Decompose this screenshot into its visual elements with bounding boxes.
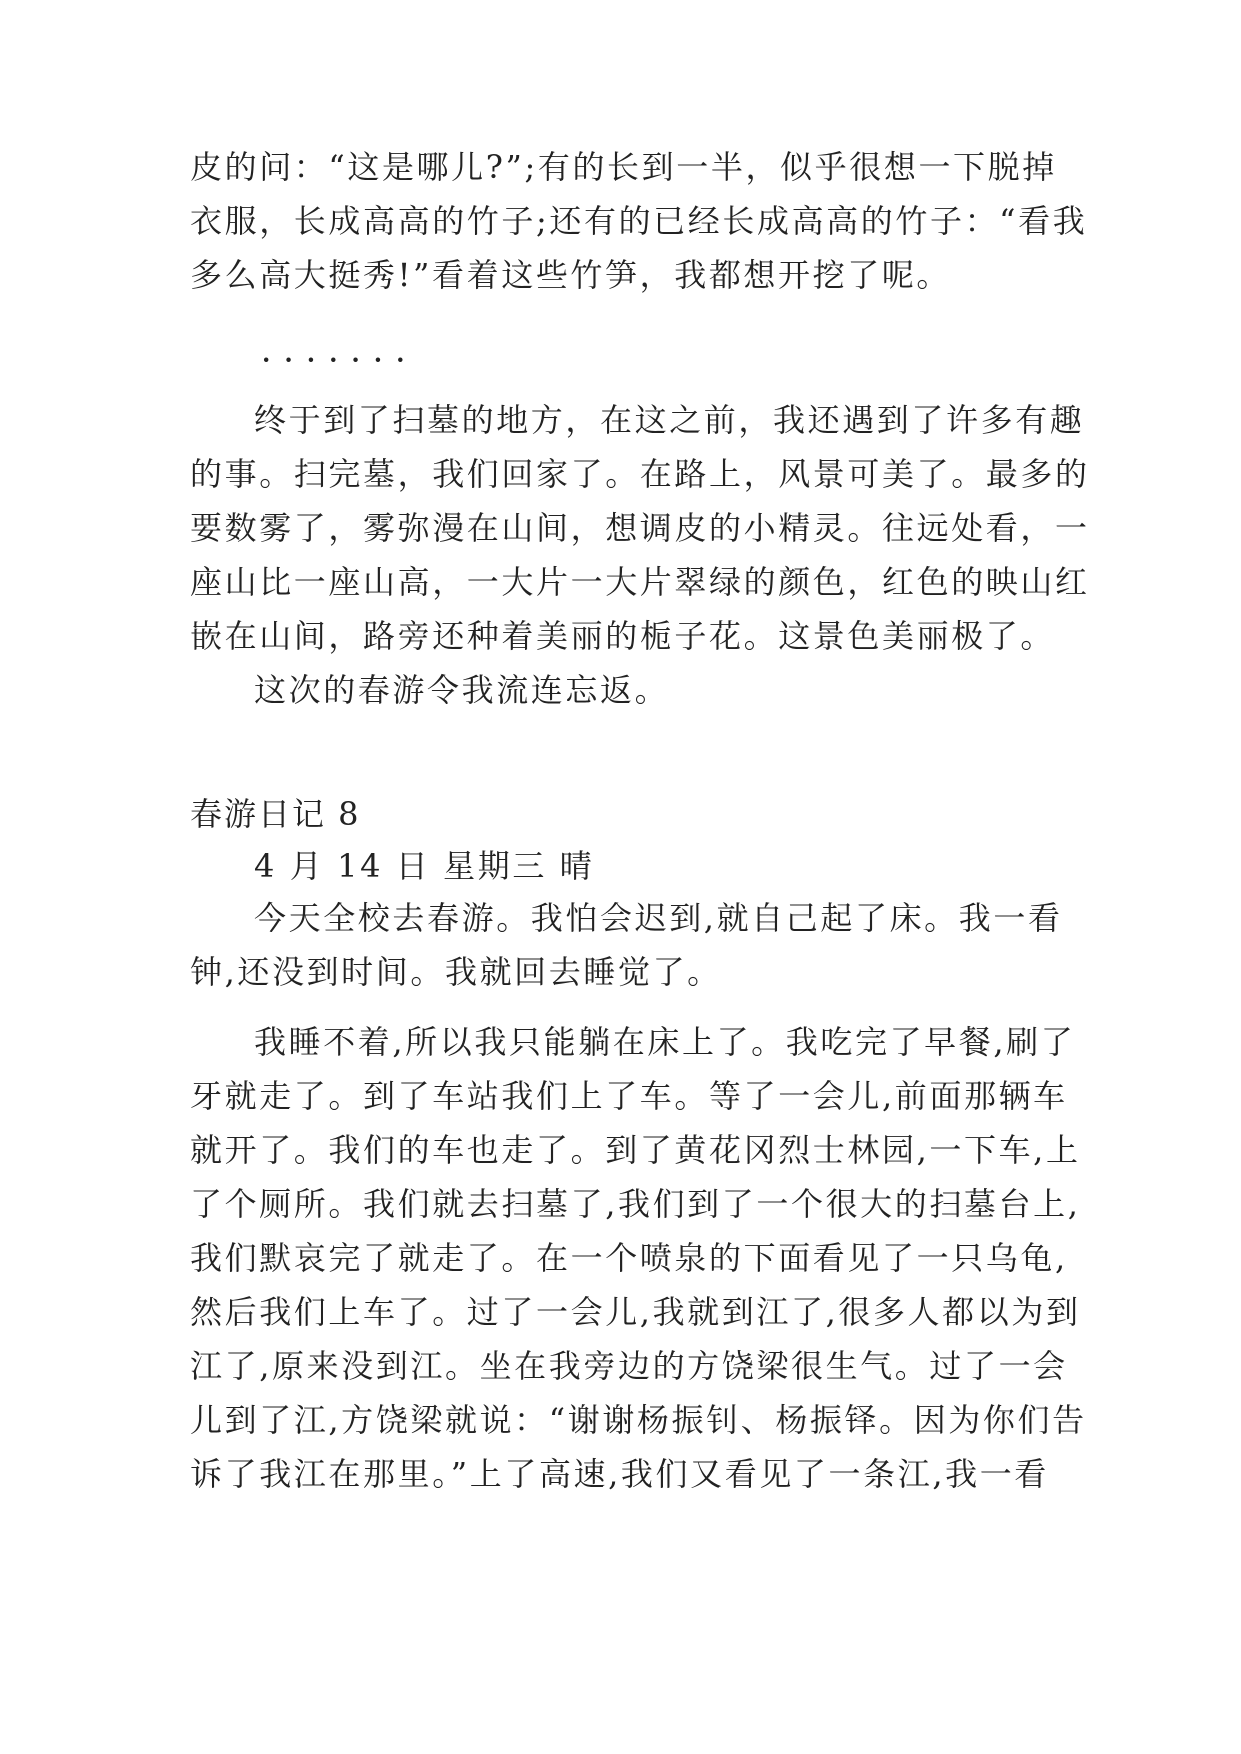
text-line: 然后我们上车了。过了一会儿,我就到江了,很多人都以为到: [190, 1293, 1081, 1331]
text-line: 钟,还没到时间。我就回去睡觉了。: [190, 953, 722, 991]
text-line: 要数雾了，雾弥漫在山间，想调皮的小精灵。往远处看，一: [190, 509, 1090, 547]
text-line: 这次的春游令我流连忘返。: [254, 671, 670, 709]
ellipsis-dots: ·······: [262, 345, 419, 374]
text-line: 皮的问：“这是哪儿?”;有的长到一半，似乎很想一下脱掉: [190, 148, 1057, 186]
text-line: 座山比一座山高，一大片一大片翠绿的颜色，红色的映山红: [190, 563, 1090, 601]
text-line: 就开了。我们的车也走了。到了黄花冈烈士林园,一下车,上: [190, 1131, 1081, 1169]
text-line: 衣服，长成高高的竹子;还有的已经长成高高的竹子：“看我: [190, 202, 1088, 240]
text-line: 多么高大挺秀!”看着这些竹笋，我都想开挖了呢。: [190, 256, 952, 294]
text-line: 我们默哀完了就走了。在一个喷泉的下面看见了一只乌龟,: [190, 1239, 1068, 1277]
entry-title: 春游日记 8: [190, 795, 361, 833]
text-line: 儿到了江,方饶梁就说：“谢谢杨振钊、杨振铎。因为你们告: [190, 1401, 1087, 1439]
text-line: 今天全校去春游。我怕会迟到,就自己起了床。我一看: [254, 899, 1063, 937]
text-line: 牙就走了。到了车站我们上了车。等了一会儿,前面那辆车: [190, 1077, 1068, 1115]
text-line: 诉了我江在那里。”上了高速,我们又看见了一条江,我一看: [190, 1455, 1049, 1493]
text-line: 江了,原来没到江。坐在我旁边的方饶梁很生气。过了一会: [190, 1347, 1068, 1385]
entry-date: 4 月 14 日 星期三 晴: [254, 847, 595, 885]
text-line: 我睡不着,所以我只能躺在床上了。我吃完了早餐,刷了: [254, 1023, 1076, 1061]
text-line: 嵌在山间，路旁还种着美丽的栀子花。这景色美丽极了。: [190, 617, 1056, 655]
text-line: 的事。扫完墓，我们回家了。在路上，风景可美了。最多的: [190, 455, 1090, 493]
text-line: 了个厕所。我们就去扫墓了,我们到了一个很大的扫墓台上,: [190, 1185, 1081, 1223]
text-line: 终于到了扫墓的地方，在这之前，我还遇到了许多有趣: [254, 401, 1085, 439]
